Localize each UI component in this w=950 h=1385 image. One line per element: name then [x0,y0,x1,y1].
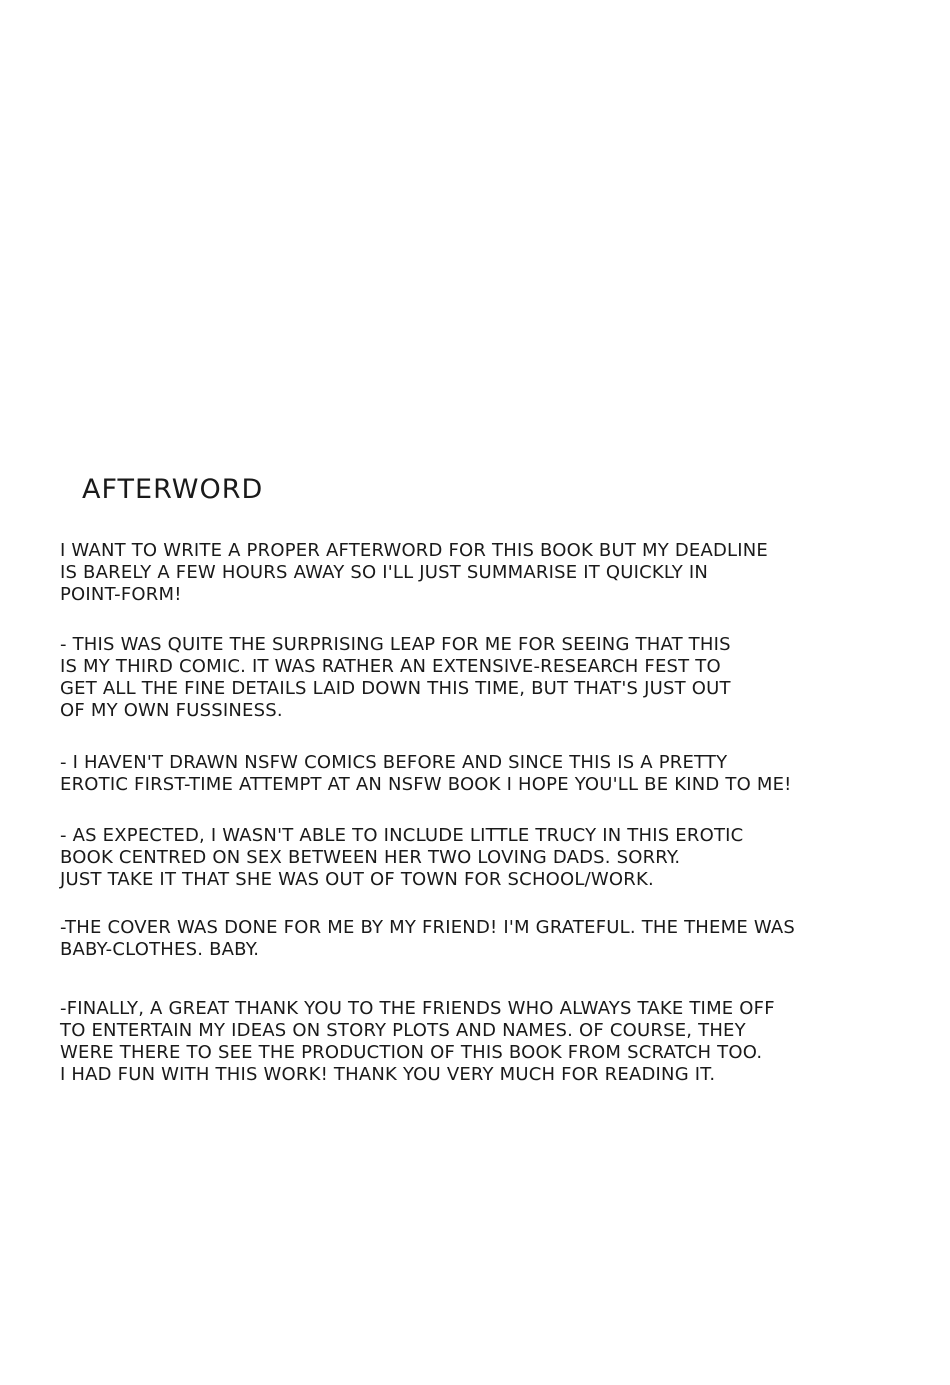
point-paragraph-2 [60,752,792,796]
paragraph-line: -THE COVER WAS DONE FOR ME BY MY FRIEND! I'M GRATEFUL. THE THEME WAS [60,917,795,938]
point-paragraph-5 [60,998,775,1086]
paragraph-line: JUST TAKE IT THAT SHE WAS OUT OF TOWN FOR SCHOOL/WORK. [60,869,654,890]
paragraph-line: - I HAVEN'T DRAWN NSFW COMICS BEFORE AND SINCE THIS IS A PRETTY [60,752,728,773]
paragraph-line: TO ENTERTAIN MY IDEAS ON STORY PLOTS AND NAMES. OF COURSE, THEY [60,1020,746,1041]
paragraph-line: IS MY THIRD COMIC. IT WAS RATHER AN EXTENSIVE-RESEARCH FEST TO [60,656,721,677]
paragraph-line: -FINALLY, A GREAT THANK YOU TO THE FRIENDS WHO ALWAYS TAKE TIME OFF [60,998,775,1019]
paragraph-line: - THIS WAS QUITE THE SURPRISING LEAP FOR ME FOR SEEING THAT THIS [60,634,731,655]
paragraph-line: EROTIC FIRST-TIME ATTEMPT AT AN NSFW BOOK I HOPE YOU'LL BE KIND TO ME! [60,774,792,795]
paragraph-line: I WANT TO WRITE A PROPER AFTERWORD FOR THIS BOOK BUT MY DEADLINE [60,540,768,561]
paragraph-line: WERE THERE TO SEE THE PRODUCTION OF THIS BOOK FROM SCRATCH TOO. [60,1042,763,1063]
paragraph-line: BABY-CLOTHES. BABY. [60,939,260,960]
paragraph-line: POINT-FORM! [60,584,182,605]
paragraph-line: GET ALL THE FINE DETAILS LAID DOWN THIS TIME, BUT THAT'S JUST OUT [60,678,731,699]
paragraph-line: OF MY OWN FUSSINESS. [60,700,283,721]
page-title: AFTERWORD [82,474,264,505]
paragraph-line: IS BARELY A FEW HOURS AWAY SO I'LL JUST SUMMARISE IT QUICKLY IN [60,562,709,583]
paragraph-line: BOOK CENTRED ON SEX BETWEEN HER TWO LOVING DADS. SORRY. [60,847,681,868]
intro-paragraph [60,540,768,606]
point-paragraph-3 [60,825,743,891]
point-paragraph-1 [60,634,731,722]
paragraph-line: I HAD FUN WITH THIS WORK! THANK YOU VERY MUCH FOR READING IT. [60,1064,716,1085]
paragraph-line: - AS EXPECTED, I WASN'T ABLE TO INCLUDE LITTLE TRUCY IN THIS EROTIC [60,825,744,846]
point-paragraph-4 [60,917,795,961]
